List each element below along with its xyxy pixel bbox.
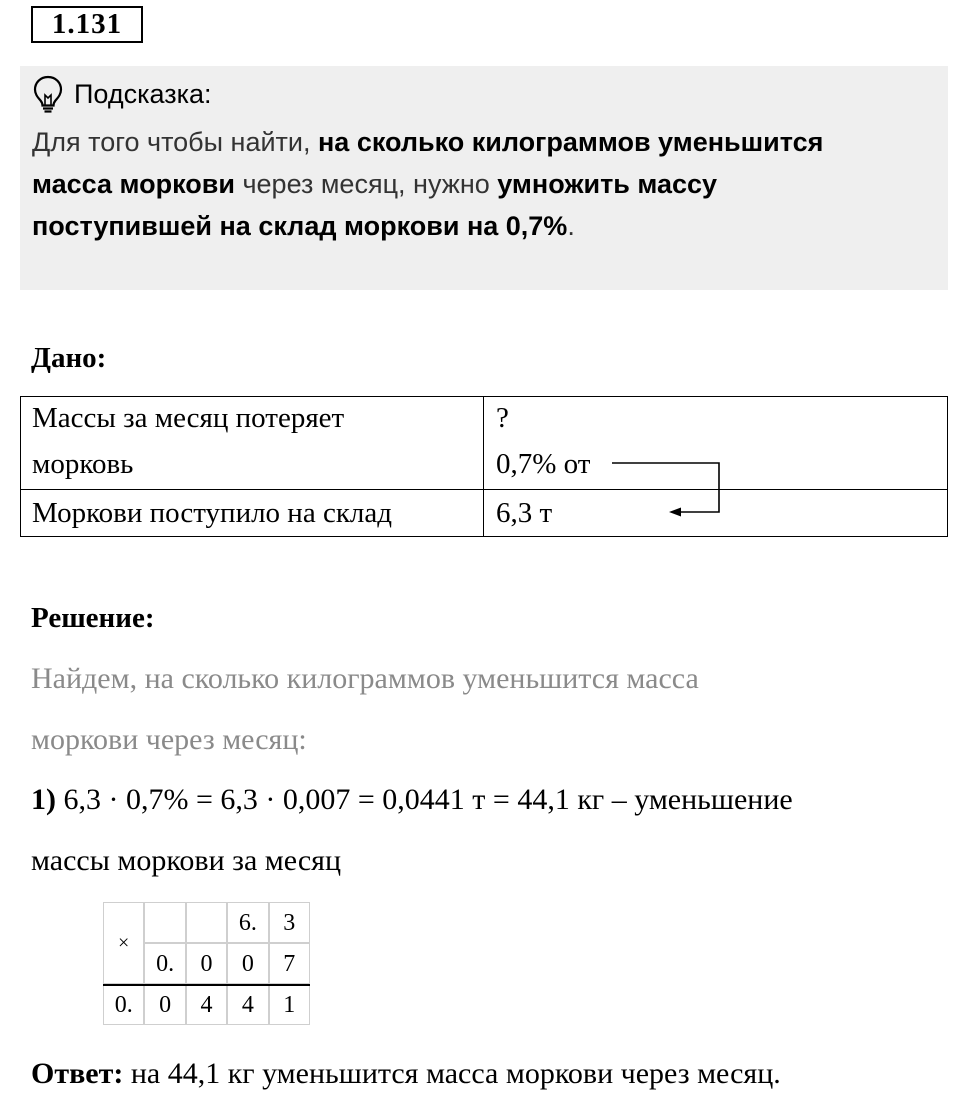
hint-line [32, 205, 932, 247]
solution-step-1 [31, 780, 793, 820]
hint-text-segment: Для того чтобы найти, [32, 127, 318, 157]
given-title: Дано: [31, 342, 107, 374]
hint-bold-text: поступившей на склад моркови на 0,7% [32, 211, 568, 241]
step-text: 6,3 · 0,7% = 6,3 · 0,007 = 0,0441 т = 44,1 кг – уменьшение [56, 783, 793, 816]
given-table [20, 396, 948, 537]
calc-result-cell: 0 [144, 984, 185, 1025]
calc-cell: 0 [186, 943, 227, 984]
calc-cell: 0. [144, 943, 185, 984]
multiply-operator: × [103, 902, 144, 984]
solution-title: Решение: [31, 602, 155, 634]
solution-intro-line1: Найдем, на сколько килограммов уменьшится масса [31, 662, 699, 695]
solution-intro-line2: моркови через месяц: [31, 723, 307, 756]
given-row1-value: ? 0,7% от [496, 402, 591, 480]
calc-result-cell: 0. [103, 984, 144, 1025]
step-number: 1) [31, 783, 56, 816]
calc-cell [144, 902, 185, 943]
result-line [103, 984, 310, 986]
calc-cell: 3 [269, 902, 310, 943]
hint-box [20, 66, 948, 290]
calc-result-cell: 1 [269, 984, 310, 1025]
hint-title-text: Подсказка: [74, 79, 212, 109]
column-multiplication [103, 902, 310, 1025]
hint-bold-text: масса моркови [32, 169, 235, 199]
task-number: 1.131 [31, 6, 143, 43]
hint-title [32, 74, 212, 114]
given-row1-label: Массы за месяц потеряет морковь [32, 402, 345, 480]
calc-cell: 7 [269, 943, 310, 984]
lightbulb-icon [32, 74, 64, 114]
reference-arrow [21, 397, 946, 535]
hint-text [32, 121, 932, 247]
given-row2-value: 6,3 т [496, 497, 553, 529]
calc-cell [186, 902, 227, 943]
solution-step-1-continuation: массы моркови за месяц [31, 844, 342, 877]
hint-line [32, 121, 932, 163]
hint-bold-text: на сколько килограммов уменьшится [318, 127, 824, 157]
calc-result-cell: 4 [227, 984, 268, 1025]
hint-bold-text: умножить массу [497, 169, 718, 199]
given-row2-label: Моркови поступило на склад [32, 497, 393, 529]
calc-cell: 0 [227, 943, 268, 984]
hint-text-segment: через месяц, нужно [234, 169, 498, 199]
answer-text: на 44,1 кг уменьшится масса моркови через месяц. [123, 1057, 781, 1090]
hint-line [32, 163, 932, 205]
hint-text-segment: . [567, 211, 575, 241]
answer [31, 1054, 781, 1094]
calc-result-cell: 4 [186, 984, 227, 1025]
calc-cell: 6. [227, 902, 268, 943]
answer-label: Ответ: [31, 1057, 124, 1090]
